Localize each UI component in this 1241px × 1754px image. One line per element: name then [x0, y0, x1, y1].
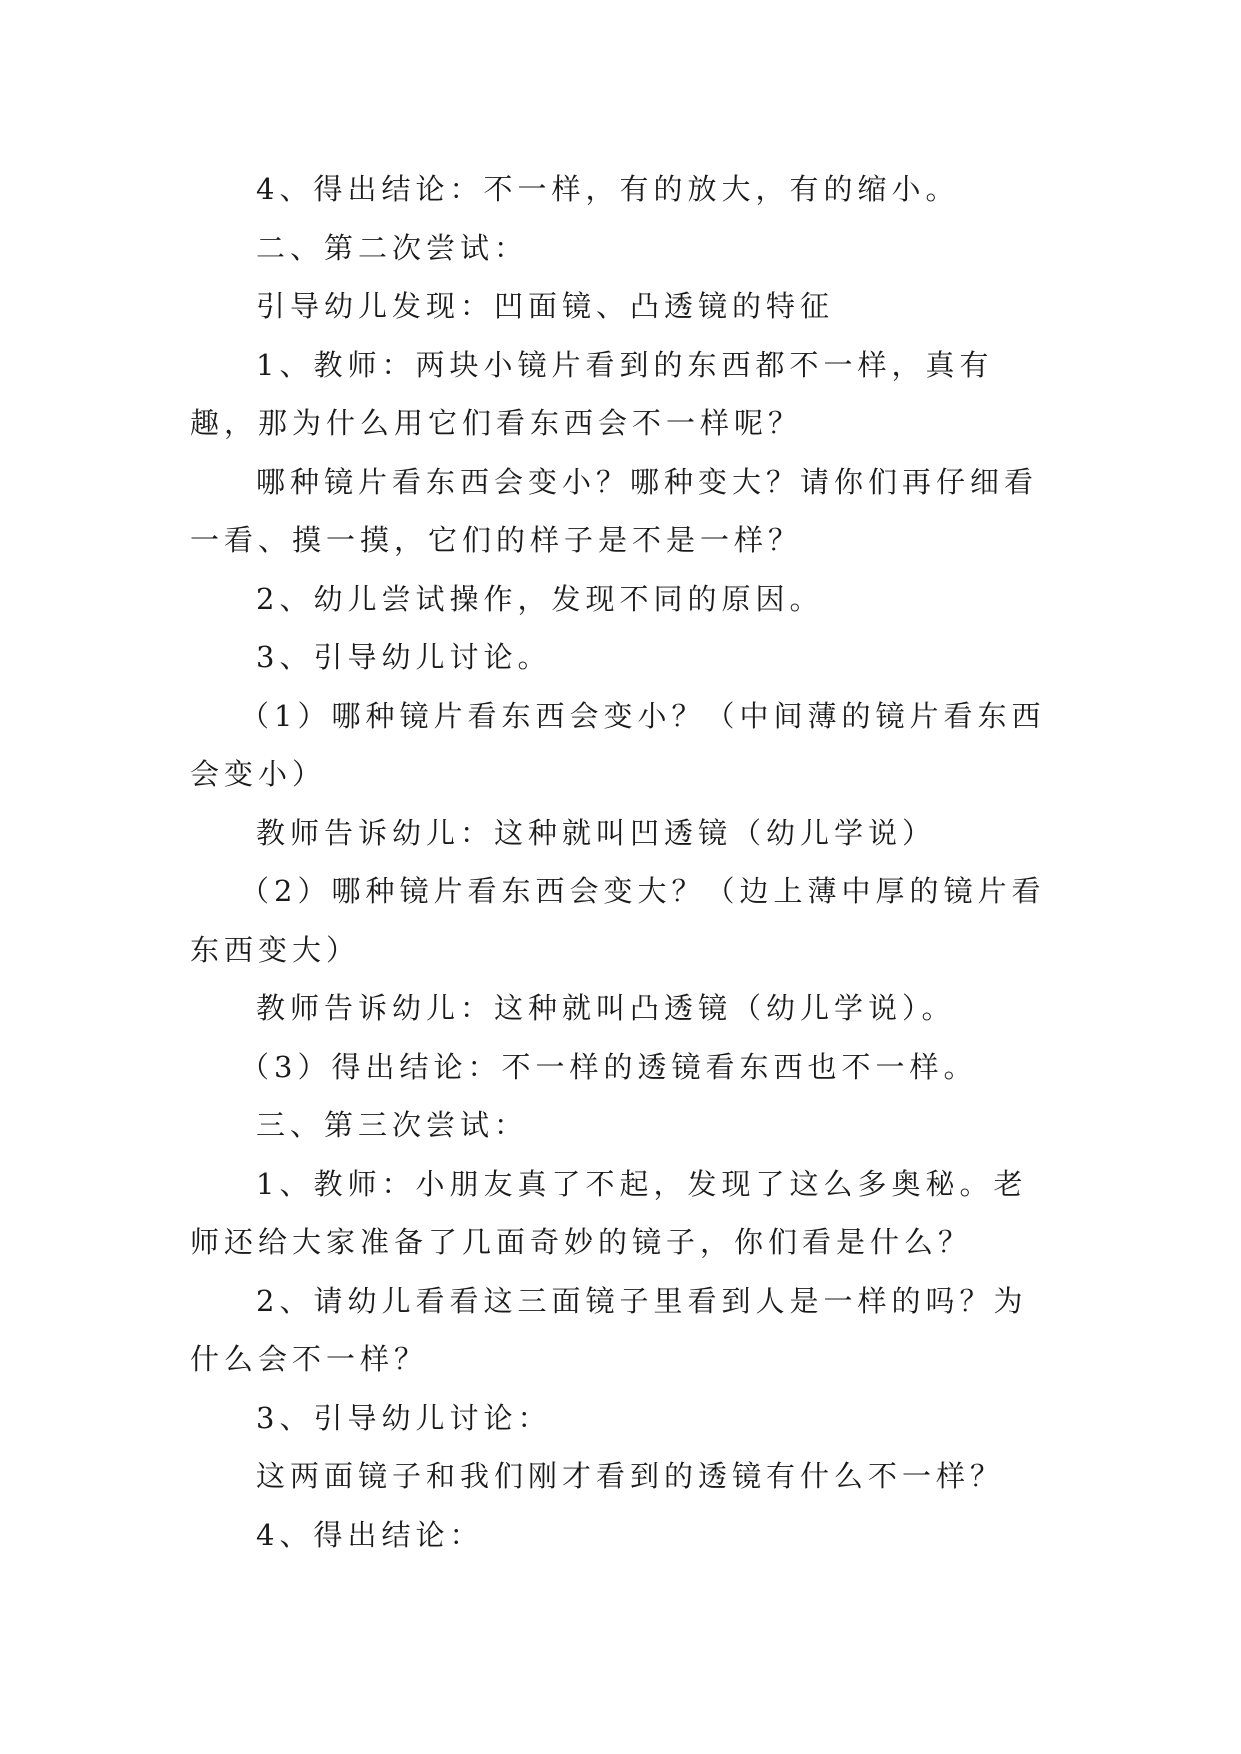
- paragraph: 这两面镜子和我们刚才看到的透镜有什么不一样？: [256, 1459, 1005, 1493]
- paragraph: 教师告诉幼儿：这种就叫凸透镜（幼儿学说）。: [256, 991, 956, 1025]
- paragraph: 引导幼儿发现：凹面镜、凸透镜的特征: [256, 289, 835, 323]
- paragraph: 4、得出结论：不一样，有的放大，有的缩小。: [256, 172, 960, 206]
- paragraph: 1、教师：两块小镜片看到的东西都不一样，真有趣，那为什么用它们看东西会不一样呢？: [190, 347, 994, 440]
- paragraph: 3、引导幼儿讨论。: [256, 640, 552, 674]
- paragraph: 哪种镜片看东西会变小？哪种变大？请你们再仔细看一看、摸一摸，它们的样子是不是一样？: [190, 464, 1039, 557]
- section-heading: 三、第三次尝试：: [256, 1108, 529, 1142]
- paragraph: 1、教师：小朋友真了不起，发现了这么多奥秘。老师还给大家准备了几面奇妙的镜子，你们看是什么？: [190, 1166, 1028, 1259]
- paragraph: 教师告诉幼儿：这种就叫凹透镜（幼儿学说）: [256, 815, 937, 850]
- paragraph: （2）哪种镜片看东西会变大？（边上薄中厚的镜片看东西变大）: [190, 874, 1046, 967]
- paragraph: （1）哪种镜片看东西会变小？（中间薄的镜片看东西会变小）: [190, 698, 1046, 791]
- paragraph: 2、请幼儿看看这三面镜子里看到人是一样的吗？为什么会不一样？: [190, 1283, 1028, 1376]
- paragraph: （3）得出结论：不一样的透镜看东西也不一样。: [240, 1049, 978, 1084]
- paragraph: 2、幼儿尝试操作，发现不同的原因。: [256, 581, 824, 616]
- paragraph: 4、得出结论：: [256, 1517, 484, 1552]
- paragraph: 3、引导幼儿讨论：: [256, 1400, 552, 1435]
- document-body: [190, 160, 1060, 1564]
- section-heading: 二、第二次尝试：: [256, 230, 529, 265]
